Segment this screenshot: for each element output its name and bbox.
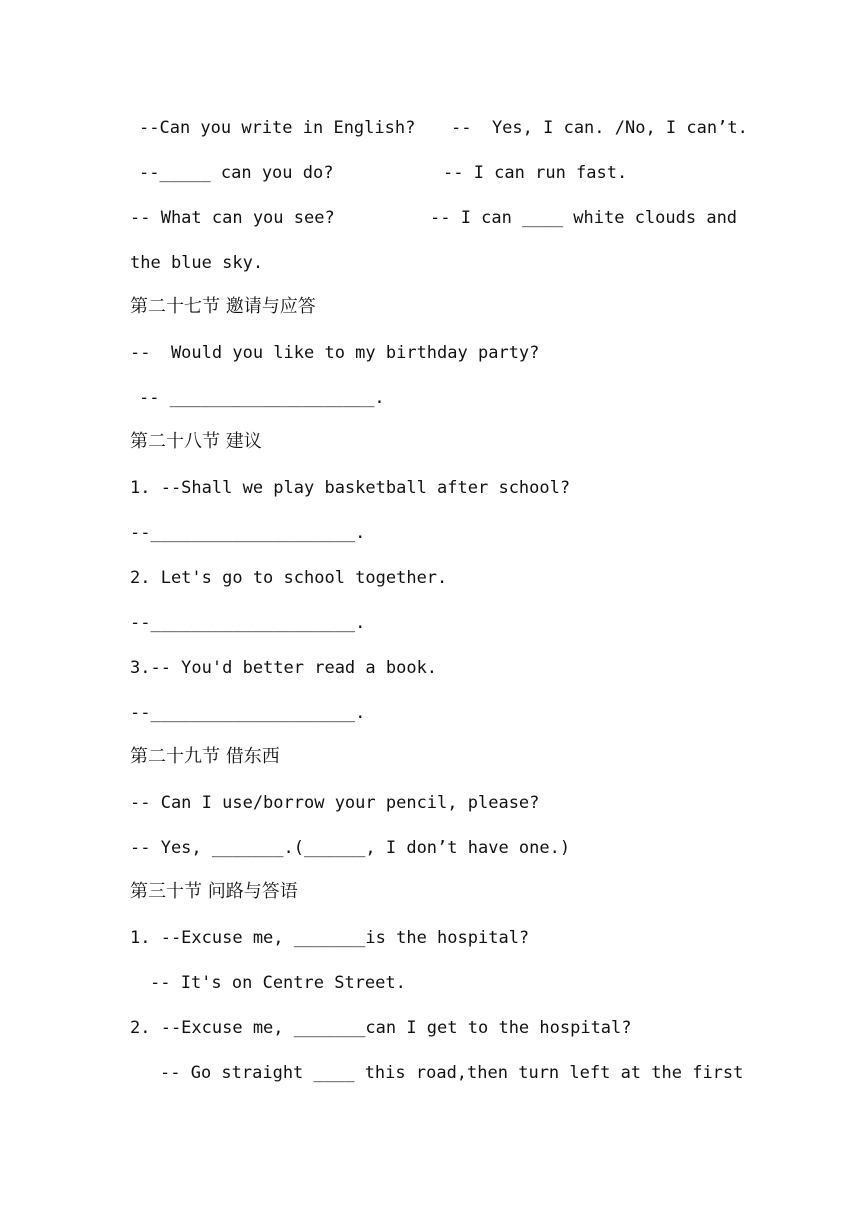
dialogue-line: -- Yes, _______.(______, I don’t have one.) bbox=[130, 838, 571, 858]
dialogue-line: -- Can I use/borrow your pencil, please? bbox=[130, 793, 540, 813]
dialogue-answer: -- It's on Centre Street. bbox=[150, 973, 406, 993]
dialogue-line: -- Would you like to my birthday party? bbox=[130, 343, 540, 363]
dialogue-question: -- What can you see? bbox=[130, 208, 335, 228]
dialogue-question: --Can you write in English? bbox=[139, 118, 416, 138]
section-heading: 第二十七节 邀请与应答 bbox=[130, 296, 316, 317]
dialogue-line: 2. --Excuse me, _______can I get to the hospital? bbox=[130, 1018, 632, 1038]
dialogue-line: 1. --Shall we play basketball after school? bbox=[130, 478, 571, 498]
dialogue-line: 2. Let's go to school together. bbox=[130, 568, 448, 588]
answer-blank-line: --____________________. bbox=[130, 613, 366, 633]
dialogue-question: --_____ can you do? bbox=[139, 163, 334, 183]
dialogue-answer-continued: the blue sky. bbox=[130, 253, 264, 273]
answer-blank-line: --____________________. bbox=[130, 703, 366, 723]
dialogue-line: 1. --Excuse me, _______is the hospital? bbox=[130, 928, 530, 948]
dialogue-line: 3.-- You'd better read a book. bbox=[130, 658, 438, 678]
section-heading: 第三十节 问路与答语 bbox=[130, 881, 298, 902]
section-heading: 第二十九节 借东西 bbox=[130, 746, 280, 767]
dialogue-answer: -- Yes, I can. /No, I can’t. bbox=[451, 118, 748, 138]
dialogue-answer: -- I can run fast. bbox=[443, 163, 628, 183]
answer-blank-line: --____________________. bbox=[130, 523, 366, 543]
answer-blank-line: -- ____________________. bbox=[139, 388, 385, 408]
section-heading: 第二十八节 建议 bbox=[130, 431, 262, 452]
dialogue-answer: -- I can ____ white clouds and bbox=[430, 208, 738, 228]
dialogue-answer: -- Go straight ____ this road,then turn left at the first bbox=[160, 1063, 744, 1083]
